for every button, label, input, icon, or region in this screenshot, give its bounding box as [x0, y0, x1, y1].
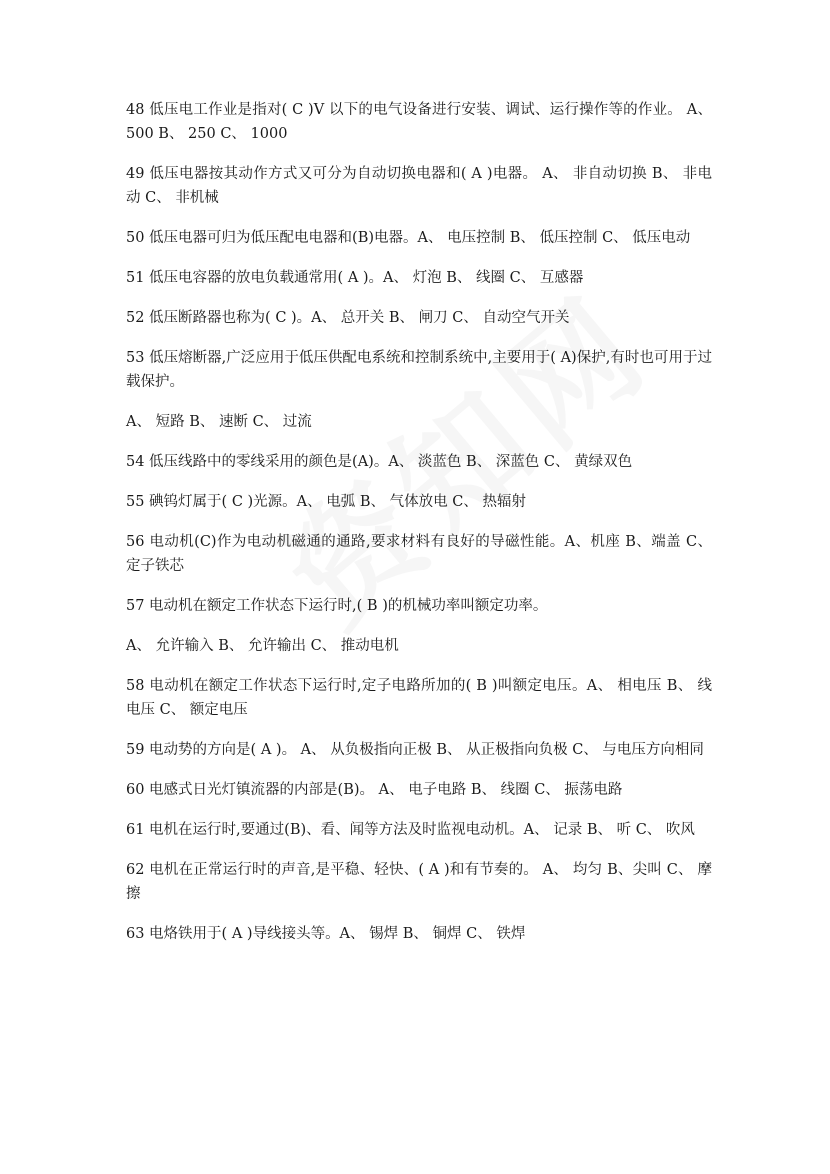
question-48: 48 低压电工作业是指对( C )V 以下的电气设备进行安装、调试、运行操作等的作业。 A、 500 B、 250 C、 1000: [126, 102, 712, 142]
question-57: 57 电动机在额定工作状态下运行时,( B )的机械功率叫额定功率。: [126, 598, 548, 614]
question-60: 60 电感式日光灯镇流器的内部是(B)。 A、 电子电路 B、 线圈 C、 振荡电路: [126, 782, 623, 798]
question-53-options: A、 短路 B、 速断 C、 过流: [126, 414, 312, 430]
question-53: 53 低压熔断器,广泛应用于低压供配电系统和控制系统中,主要用于( A)保护,有时也可用于过载保护。: [126, 350, 712, 390]
question-61: 61 电机在运行时,要通过(B)、看、闻等方法及时监视电动机。A、 记录 B、 听 C、 吹风: [126, 822, 695, 838]
question-54: 54 低压线路中的零线采用的颜色是(A)。A、 淡蓝色 B、 深蓝色 C、 黄绿双色: [126, 454, 633, 470]
question-59: 59 电动势的方向是( A )。 A、 从负极指向正极 B、 从正极指向负极 C、 与电压方向相同: [126, 742, 704, 758]
question-52: 52 低压断路器也称为( C )。A、 总开关 B、 闸刀 C、 自动空气开关: [126, 310, 570, 326]
question-list: [126, 98, 712, 962]
question-49: 49 低压电器按其动作方式又可分为自动切换电器和( A )电器。 A、 非自动切换 B、 非电动 C、 非机械: [126, 166, 712, 206]
question-63: 63 电烙铁用于( A )导线接头等。A、 锡焊 B、 铜焊 C、 铁焊: [126, 926, 526, 942]
question-62: 62 电机在正常运行时的声音,是平稳、轻快、( A )和有节奏的。 A、 均匀 B、尖叫 C、 摩擦: [126, 862, 712, 902]
question-50: 50 低压电器可归为低压配电电器和(B)电器。A、 电压控制 B、 低压控制 C、 低压电动: [126, 230, 691, 246]
question-51: 51 低压电容器的放电负载通常用( A )。A、 灯泡 B、 线圈 C、 互感器: [126, 270, 584, 286]
question-57-options: A、 允许输入 B、 允许输出 C、 推动电机: [126, 638, 399, 654]
question-56: 56 电动机(C)作为电动机磁通的通路,要求材料有良好的导磁性能。A、机座 B、端盖 C、 定子铁芯: [126, 534, 712, 574]
question-58: 58 电动机在额定工作状态下运行时,定子电路所加的( B )叫额定电压。A、 相电压 B、 线电压 C、 额定电压: [126, 678, 712, 718]
question-55: 55 碘钨灯属于( C )光源。A、 电弧 B、 气体放电 C、 热辐射: [126, 494, 526, 510]
